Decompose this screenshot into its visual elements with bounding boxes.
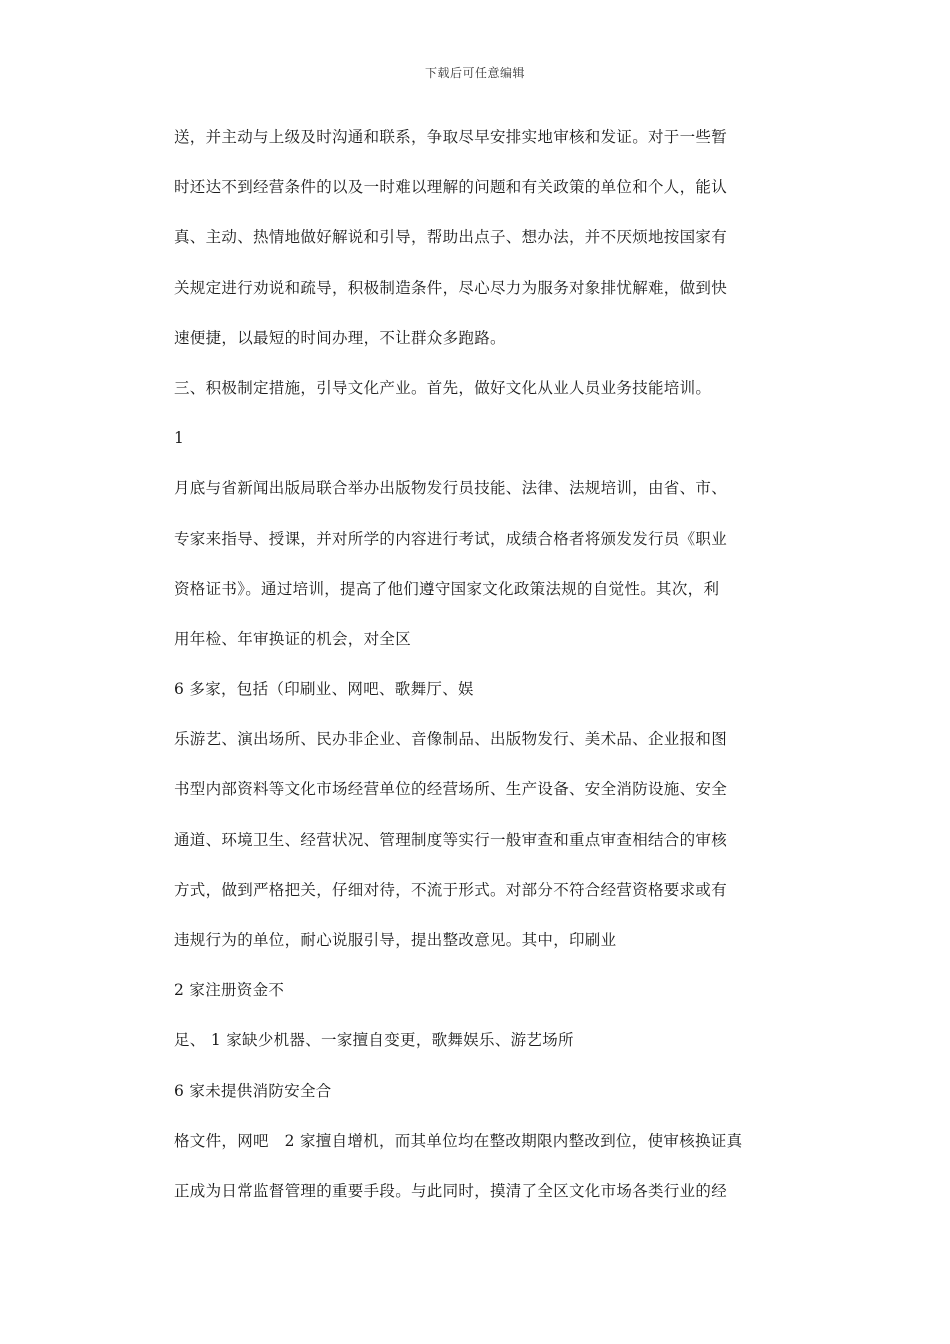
text-line: 违规行为的单位，耐心说服引导，提出整改意见。其中，印刷业: [174, 931, 617, 949]
text-line: 送，并主动与上级及时沟通和联系，争取尽早安排实地审核和发证。对于一些暂: [174, 128, 728, 146]
text-line: 足、 1 家缺少机器、一家擅自变更，歌舞娱乐、游艺场所: [174, 1031, 574, 1050]
text-line: 方式，做到严格把关，仔细对待，不流于形式。对部分不符合经营资格要求或有: [174, 880, 728, 899]
text-line: 1: [174, 429, 185, 448]
body-text: [174, 120, 794, 1224]
text-line: 资格证书》。通过培训，提高了他们遵守国家文化政策法规的自觉性。其次，利: [174, 579, 720, 598]
text-line: 用年检、年审换证的机会，对全区: [174, 629, 412, 648]
text-line: 书型内部资料等文化市场经营单位的经营场所、生产设备、安全消防设施、安全: [174, 780, 728, 799]
text-line: 真、主动、热情地做好解说和引导，帮助出点子、想办法，并不厌烦地按国家有: [174, 228, 728, 247]
text-line: 关规定进行劝说和疏导，积极制造条件，尽心尽力为服务对象排忧解难，做到快: [174, 278, 728, 297]
text-line: 通道、环境卫生、经营状况、管理制度等实行一般审查和重点审查相结合的审核: [174, 830, 728, 849]
text-line: 三、积极制定措施，引导文化产业。首先，做好文化从业人员业务技能培训。: [174, 378, 712, 397]
text-line: 月底与省新闻出版局联合举办出版物发行员技能、法律、法规培训，由省、市、: [174, 479, 728, 498]
text-line: 乐游艺、演出场所、民办非企业、音像制品、出版物发行、美术品、企业报和图: [174, 730, 728, 749]
text-line: 6 家未提供消防安全合: [174, 1081, 332, 1100]
page-header: 下载后可任意编辑: [424, 66, 525, 80]
text-line: 正成为日常监督管理的重要手段。与此同时，摸清了全区文化市场各类行业的经: [174, 1181, 728, 1200]
text-line: 6 多家，包括（印刷业、网吧、歌舞厅、娱: [174, 680, 474, 699]
text-line: 2 家注册资金不: [174, 981, 285, 1000]
text-line: 时还达不到经营条件的以及一时难以理解的问题和有关政策的单位和个人，能认: [174, 178, 728, 197]
text-line: 专家来指导、授课，并对所学的内容进行考试，成绩合格者将颁发发行员《职业: [174, 529, 728, 548]
text-line: 格文件，网吧 2 家擅自增机，而其单位均在整改期限内整改到位，使审核换证真: [174, 1131, 743, 1150]
text-line: 速便捷，以最短的时间办理，不让群众多跑路。: [174, 328, 506, 347]
